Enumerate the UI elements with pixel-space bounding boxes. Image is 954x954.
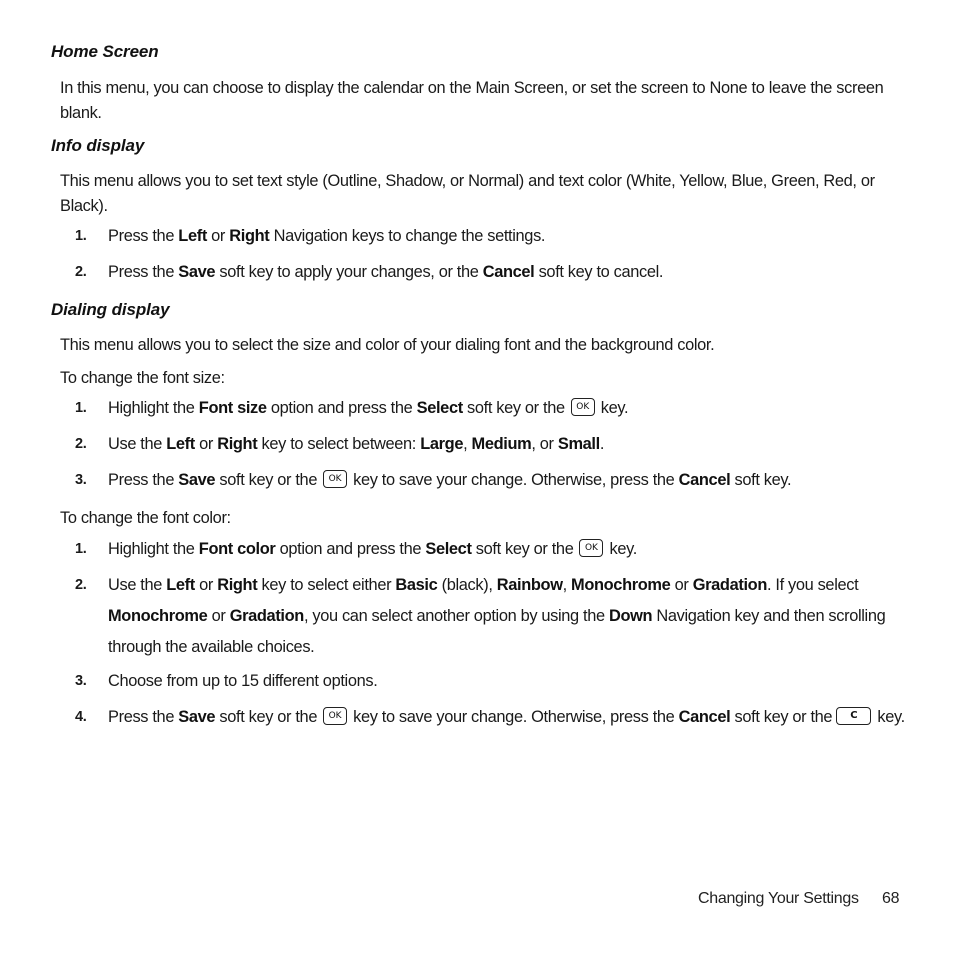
- page-number: 68: [882, 890, 900, 907]
- step-number: 3.: [75, 472, 87, 488]
- home-screen-description: In this menu, you can choose to display the calendar on the Main Screen, or set the screen to None to leave the screen blank.: [60, 79, 884, 122]
- clear-key-icon: C: [836, 707, 871, 725]
- step-text: Press the Save soft key or the OK key to save your change. Otherwise, press the Cancel soft key.: [108, 471, 792, 489]
- footer-section-title: Changing Your Settings: [698, 890, 859, 907]
- step-number: 1.: [75, 400, 87, 416]
- step-text: Use the Left or Right key to select between: Large, Medium, or Small.: [108, 435, 605, 453]
- step-number: 2.: [75, 577, 87, 593]
- ok-key-icon: OK: [571, 398, 595, 416]
- ok-key-icon: OK: [323, 707, 347, 725]
- font-size-intro: To change the font size:: [60, 369, 225, 387]
- step-text: Highlight the Font size option and press the Select soft key or the OK key.: [108, 399, 629, 417]
- step-number: 1.: [75, 228, 87, 244]
- step-number: 1.: [75, 541, 87, 557]
- step-number: 2.: [75, 264, 87, 280]
- info-display-description: This menu allows you to set text style (Outline, Shadow, or Normal) and text color (White, Yellow, Blue, Green, Red, or Black).: [60, 172, 875, 215]
- step-number: 2.: [75, 436, 87, 452]
- heading-dialing-display: Dialing display: [51, 300, 170, 319]
- heading-home-screen: Home Screen: [51, 42, 159, 61]
- step-text: Choose from up to 15 different options.: [108, 672, 378, 690]
- font-color-intro: To change the font color:: [60, 509, 231, 527]
- step-text: Use the Left or Right key to select either Basic (black), Rainbow, Monochrome or Gradation. If you select Monochrome or Gradation, you can select another option by using the Down Navigation key and then scrolling through the available choices.: [108, 576, 886, 656]
- ok-key-icon: OK: [323, 470, 347, 488]
- step-number: 3.: [75, 673, 87, 689]
- step-number: 4.: [75, 709, 87, 725]
- step-text: Highlight the Font color option and press the Select soft key or the OK key.: [108, 540, 637, 558]
- step-text: Press the Left or Right Navigation keys to change the settings.: [108, 227, 546, 245]
- ok-key-icon: OK: [579, 539, 603, 557]
- heading-info-display: Info display: [51, 136, 145, 155]
- dialing-display-description: This menu allows you to select the size and color of your dialing font and the background color.: [60, 336, 715, 354]
- step-text: Press the Save soft key to apply your changes, or the Cancel soft key to cancel.: [108, 263, 664, 281]
- step-text: Press the Save soft key or the OK key to save your change. Otherwise, press the Cancel soft key or the C key.: [108, 708, 905, 726]
